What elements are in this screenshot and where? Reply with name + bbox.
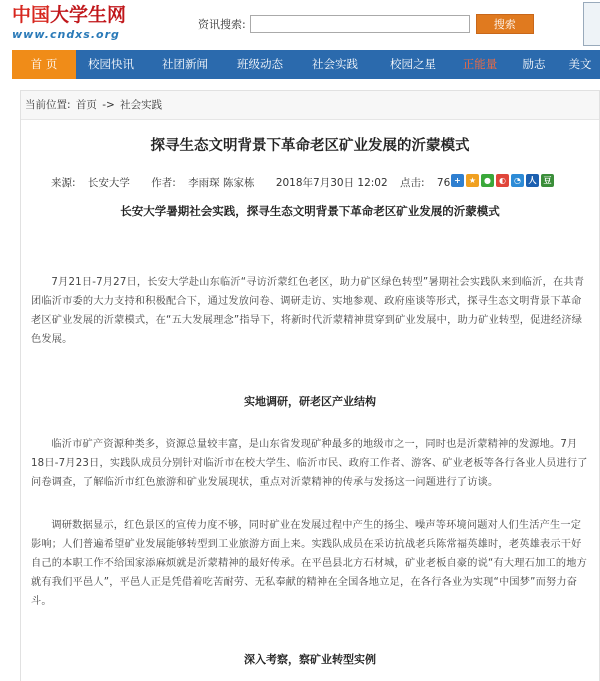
site-header — [0, 0, 600, 50]
publish-date: 2018年7月30日 12:02 — [275, 177, 388, 189]
nav-item-home[interactable]: 首 页 — [12, 50, 76, 79]
nav-item-positive-energy[interactable]: 正能量 — [462, 57, 498, 71]
article-meta — [21, 173, 599, 191]
breadcrumb — [21, 91, 599, 120]
search-bar — [198, 14, 534, 34]
douban-share-icon[interactable]: 豆 — [541, 174, 554, 187]
article-paragraph-1: 7月21日-7月27日，长安大学赴山东临沂“寻访沂蒙红色老区，助力矿区绿色转型”暑期社会实践队来到临沂，在共青团临沂市委的大力支持和积极配合下，通过发放问卷、调研走访、实地参观、政府座谈等形式，探寻生态文明背景下革命老区矿业发展的沂蒙模式，在“五大发展理念”指导下，将新时代沂蒙精神贯穿到矿业发展中，助力矿业转型，促进经济绿色发展。 — [31, 277, 585, 345]
breadcrumb-separator: -> — [102, 99, 115, 111]
share-bar — [451, 174, 556, 187]
search-button[interactable]: 搜索 — [476, 14, 534, 34]
author-value: 李雨琛 陈家栋 — [188, 177, 255, 189]
clicks-value: 76 — [436, 177, 451, 189]
nav-item-essays[interactable]: 美文 — [568, 57, 592, 71]
nav-item-class-updates[interactable]: 班级动态 — [237, 57, 283, 71]
breadcrumb-home-link[interactable]: 首页 — [75, 99, 97, 111]
weibo-share-icon[interactable]: ◐ — [496, 174, 509, 187]
search-label: 资讯搜索: — [198, 18, 246, 31]
author-label: 作者: — [151, 177, 176, 189]
article-title: 探寻生态文明背景下革命老区矿业发展的沂蒙模式 — [150, 138, 470, 154]
site-logo[interactable] — [12, 4, 126, 41]
tencent-weibo-share-icon[interactable]: ◔ — [511, 174, 524, 187]
renren-share-icon[interactable]: 人 — [526, 174, 539, 187]
logo-cn-text: 中国 — [12, 4, 51, 26]
section-heading-1: 实地调研，研老区产业结构 — [244, 395, 376, 408]
article-container — [20, 90, 600, 681]
nav-item-inspiration[interactable]: 励志 — [522, 57, 546, 71]
logo-url-text: www.cndxs.org — [12, 28, 120, 41]
breadcrumb-current-link[interactable]: 社会实践 — [120, 99, 163, 111]
corner-banner[interactable] — [583, 2, 600, 46]
nav-item-club-news[interactable]: 社团新闻 — [162, 57, 208, 71]
clicks-label: 点击: — [400, 177, 425, 189]
source-label: 来源: — [51, 177, 76, 189]
logo-name-text: 大学生网 — [50, 4, 127, 26]
main-nav — [12, 50, 600, 79]
nav-item-social-practice[interactable]: 社会实践 — [312, 57, 358, 71]
search-input[interactable] — [250, 15, 470, 33]
breadcrumb-prefix: 当前位置: — [25, 99, 71, 111]
nav-item-campus-news[interactable]: 校园快讯 — [88, 57, 134, 71]
article-paragraph-2: 临沂市矿产资源种类多，资源总量较丰富，是山东省发现矿种最多的地级市之一，同时也是沂蒙精神的发源地。7月18日-7月23日，实践队成员分别针对临沂市在校大学生、临沂市民、政府工作者、游客、矿业老板等各行各业人员进行了问卷调查，了解临沂市红色旅游和矿业发展现状，重点对沂蒙精神的传承与发扬这一问题进行了访谈。 — [31, 439, 588, 488]
source-value: 长安大学 — [87, 177, 130, 189]
add-share-icon[interactable]: + — [451, 174, 464, 187]
article-paragraph-3: 调研数据显示，红色景区的宣传力度不够，同时矿业在发展过程中产生的扬尘、噪声等环境问题对人们生活产生一定影响；人们普遍希望矿业发展能够转型到工业旅游方面上来。实践队成员在采访抗战老兵陈常福英雄时，老英雄表示干好自己的本职工作不给国家添麻烦就是沂蒙精神的最好传承。在平邑县北方石材城，矿业老板自豪的说“有大理石加工的地方就有我们平邑人”，平邑人正是凭借着吃苦耐劳、无私奉献的精神在全国各地立足，在各行各业为实现“中国梦”而努力奋斗。 — [31, 520, 588, 607]
nav-item-campus-stars[interactable]: 校园之星 — [390, 57, 436, 71]
section-heading-2: 深入考察，察矿业转型实例 — [244, 653, 376, 666]
article-subtitle: 长安大学暑期社会实践，探寻生态文明背景下革命老区矿业发展的沂蒙模式 — [120, 204, 500, 218]
wechat-share-icon[interactable]: ● — [481, 174, 494, 187]
qzone-share-icon[interactable]: ★ — [466, 174, 479, 187]
